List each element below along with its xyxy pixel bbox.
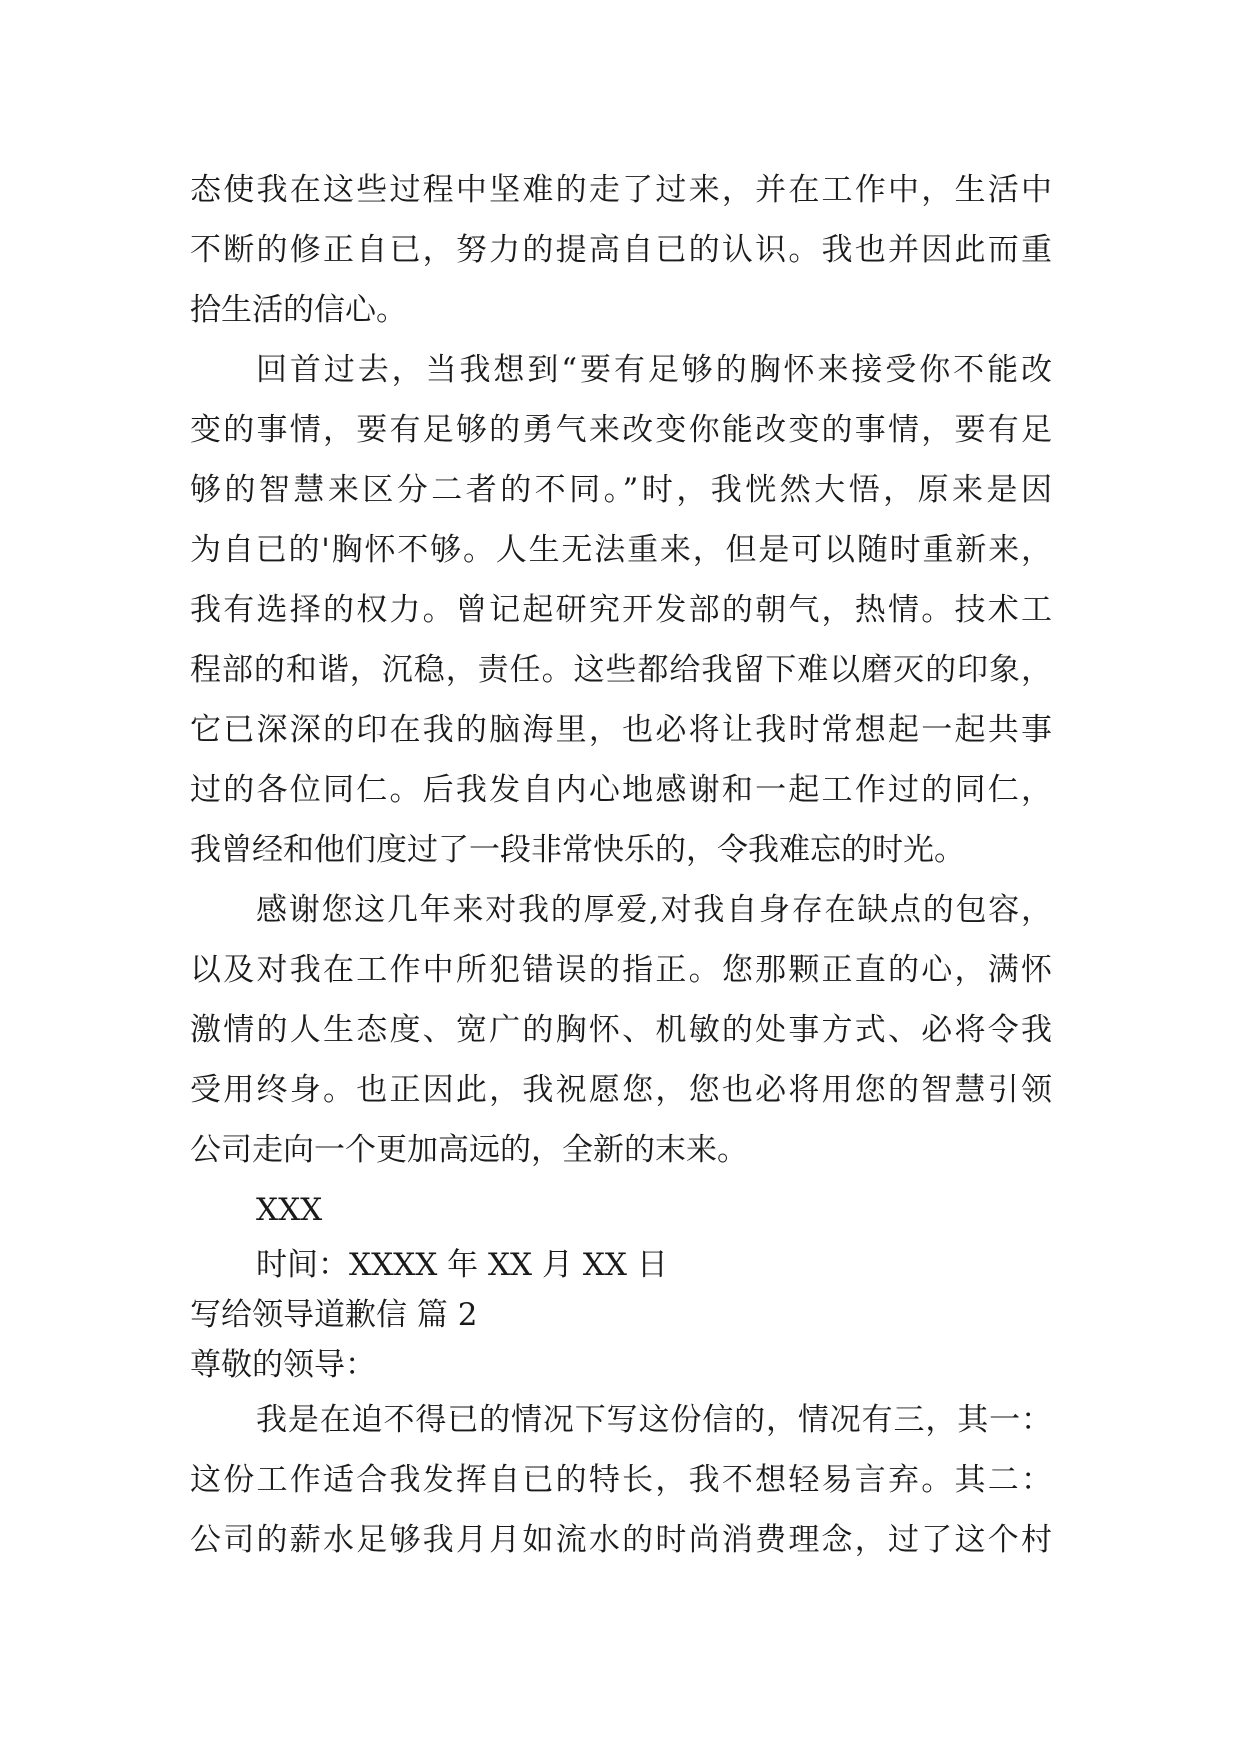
paragraph-2 — [190, 340, 1052, 880]
text-line: 够的智慧来区分二者的不同。”时，我恍然大悟，原来是因 — [190, 472, 1052, 508]
text-line: 为自已的'胸怀不够。人生无法重来，但是可以随时重新来， — [190, 532, 1052, 568]
text-line: 过的各位同仁。后我发自内心地感谢和一起工作过的同仁， — [190, 772, 1052, 808]
text-line: 回首过去，当我想到“要有足够的胸怀来接受你不能改 — [256, 352, 1052, 388]
text-line: 受用终身。也正因此，我祝愿您，您也必将用您的智慧引领 — [190, 1072, 1052, 1108]
text-line: 我有选择的权力。曾记起研究开发部的朝气，热情。技术工 — [190, 592, 1052, 628]
letter-body — [190, 160, 1052, 1570]
salutation: 尊敬的领导： — [190, 1347, 376, 1383]
date-line: 时间：XXXX 年 XX 月 XX 日 — [256, 1247, 668, 1283]
text-line: 公司的薪水足够我月月如流水的时尚消费理念，过了这个村 — [190, 1522, 1052, 1558]
text-line: 激情的人生态度、宽广的胸怀、机敏的处事方式、必将令我 — [190, 1012, 1052, 1048]
section-heading: 写给领导道歉信 篇 2 — [190, 1297, 478, 1333]
text-line: 它已深深的印在我的脑海里，也必将让我时常想起一起共事 — [190, 712, 1052, 748]
paragraph-1 — [190, 160, 1052, 340]
text-line: 不断的修正自已，努力的提高自已的认识。我也并因此而重 — [190, 232, 1052, 268]
text-line: 态使我在这些过程中坚难的走了过来，并在工作中，生活中 — [190, 172, 1052, 208]
text-line: 感谢您这几年来对我的厚爱,对我自身存在缺点的包容， — [256, 892, 1052, 928]
text-line: 我是在迫不得已的情况下写这份信的，情况有三，其一： — [256, 1402, 1052, 1438]
text-line: 公司走向一个更加高远的，全新的末来。 — [190, 1132, 748, 1168]
paragraph-3 — [190, 880, 1052, 1180]
text-line: 变的事情，要有足够的勇气来改变你能改变的事情，要有足 — [190, 412, 1052, 448]
text-line: 我曾经和他们度过了一段非常快乐的，令我难忘的时光。 — [190, 832, 965, 868]
paragraph-4 — [190, 1390, 1052, 1570]
text-line: 以及对我在工作中所犯错误的指正。您那颗正直的心，满怀 — [190, 952, 1052, 988]
text-line: 程部的和谐，沉稳，责任。这些都给我留下难以磨灭的印象， — [190, 652, 1052, 688]
text-line: 拾生活的信心。 — [190, 292, 407, 328]
text-line: 这份工作适合我发挥自已的特长，我不想轻易言弃。其二： — [190, 1462, 1052, 1498]
signature: XXX — [256, 1192, 323, 1228]
